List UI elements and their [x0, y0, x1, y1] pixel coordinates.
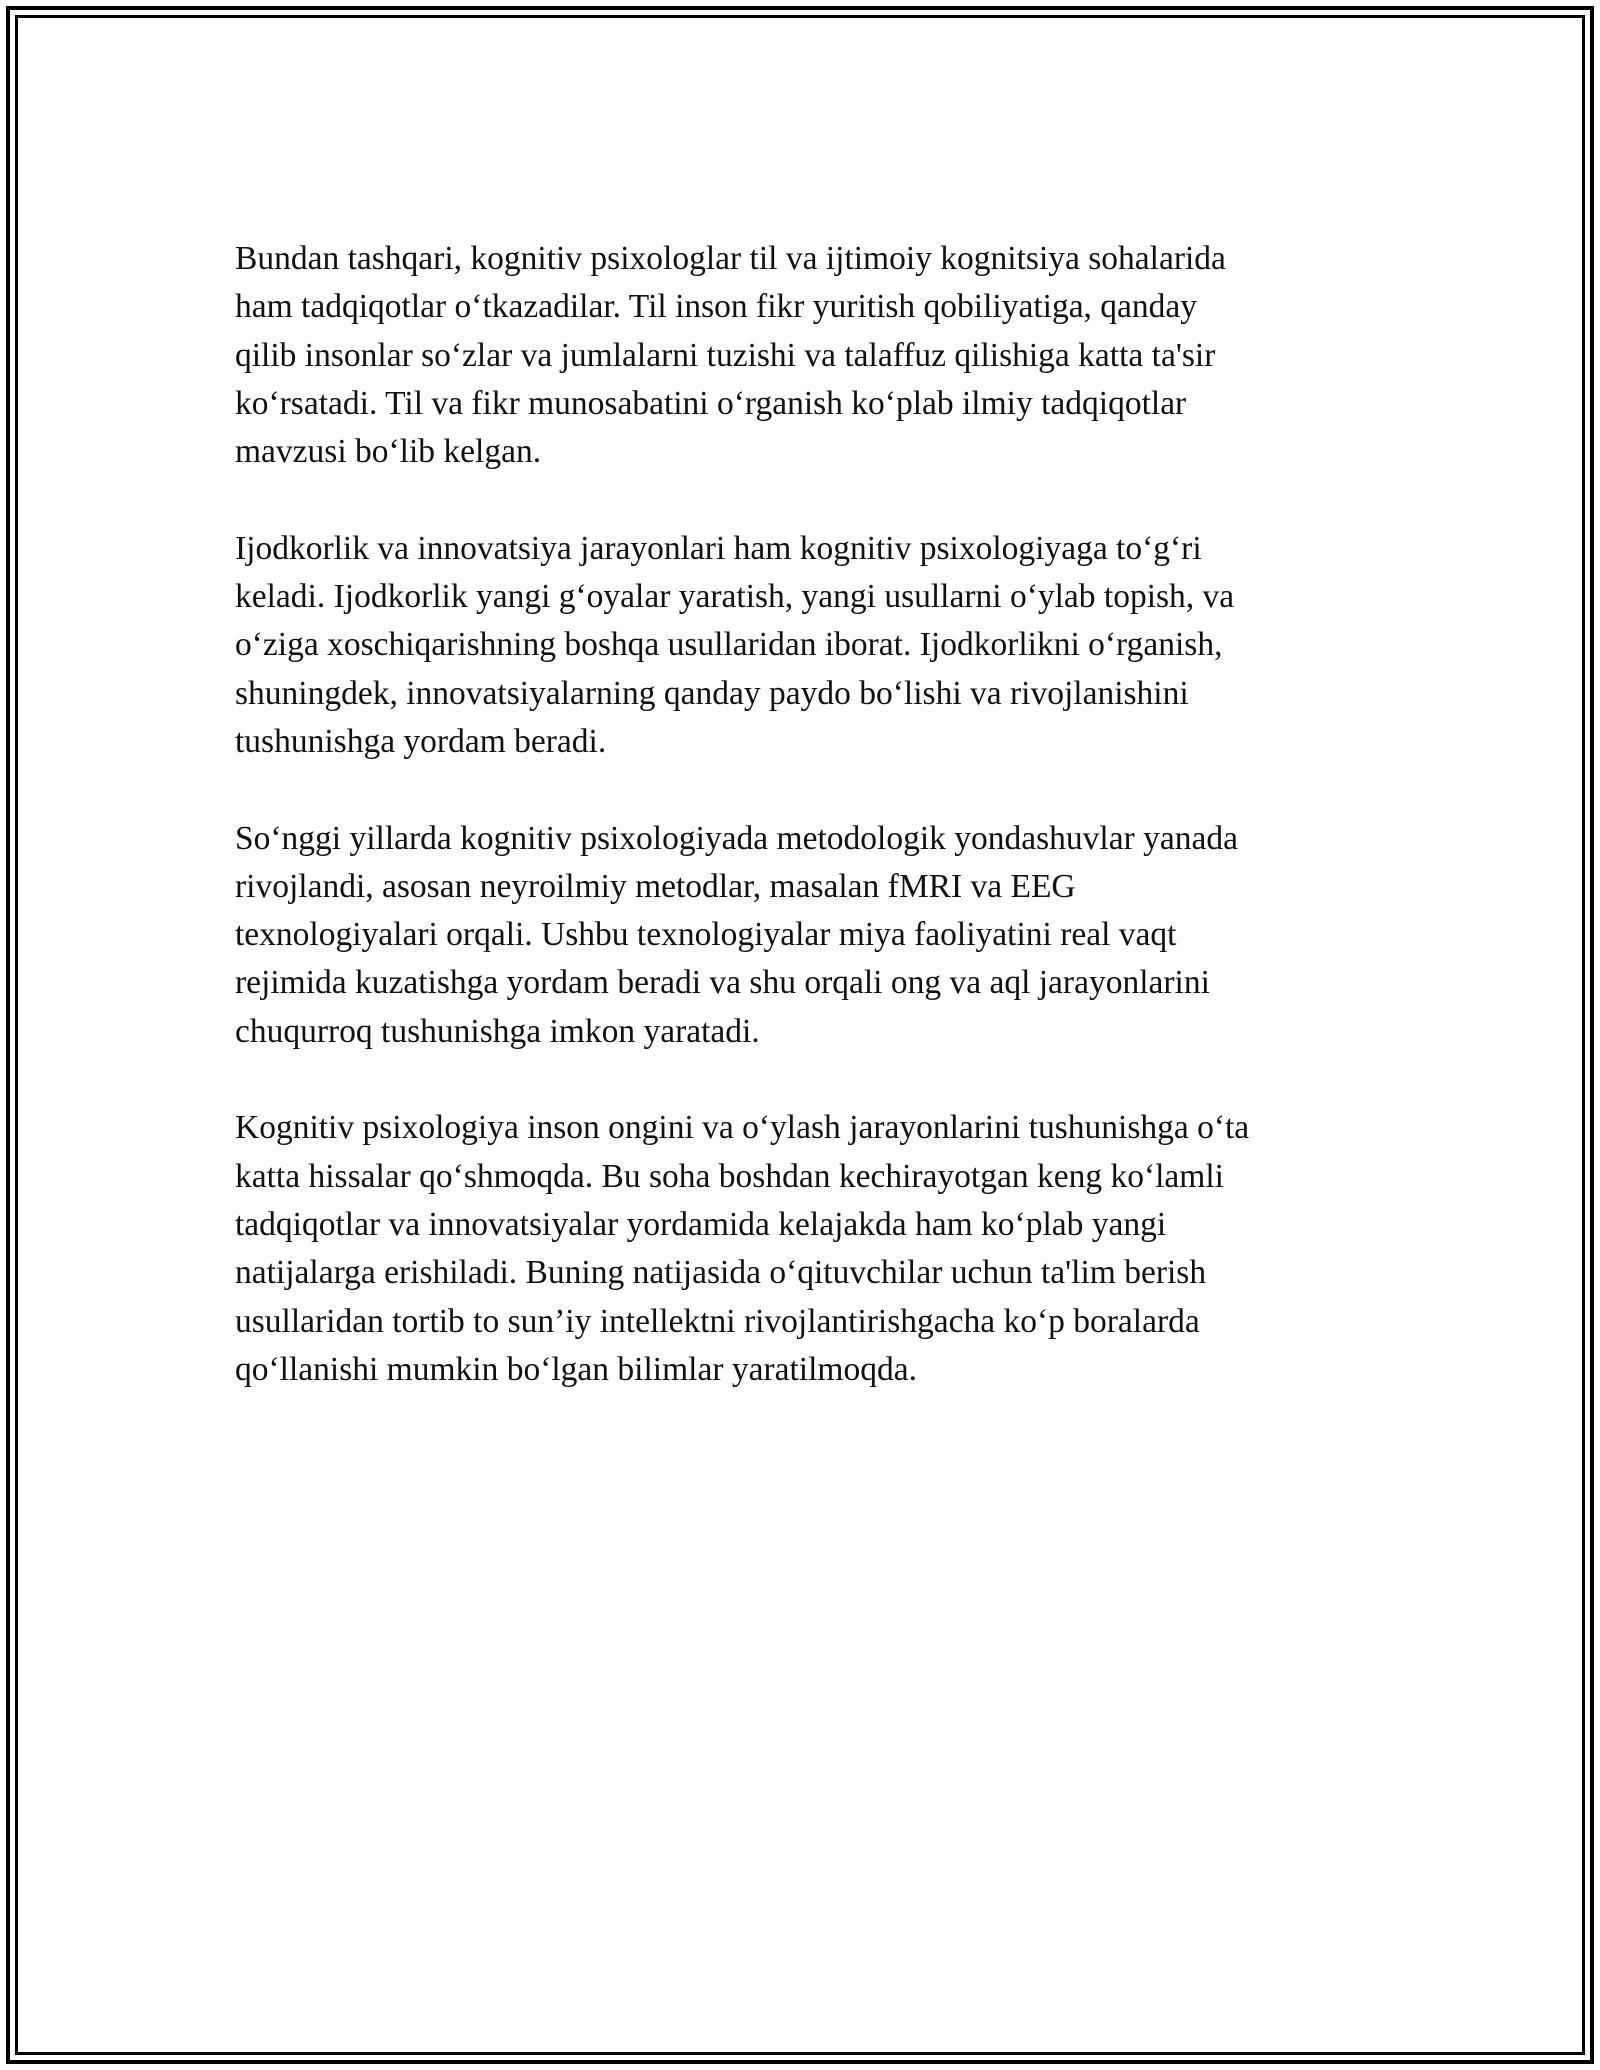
text-line: tadqiqotlar va innovatsiyalar yordamida kelajakda ham ko‘plab yangi	[235, 1205, 1167, 1243]
text-line: Ijodkorlik va innovatsiya jarayonlari ham kognitiv psixologiyaga to‘g‘ri	[235, 529, 1202, 567]
text-line: o‘ziga xoschiqarishning boshqa usullaridan iborat. Ijodkorlikni o‘rganish,	[235, 626, 1223, 664]
text-line: ham tadqiqotlar o‘tkazadilar. Til inson fikr yuritish qobiliyatiga, qanday	[235, 288, 1198, 326]
text-line: chuqurroq tushunishga imkon yaratadi.	[235, 1012, 760, 1050]
document-body	[235, 235, 1365, 1442]
text-line: usullaridan tortib to sun’iy intellektni rivojlantirishgacha ko‘p boralarda	[235, 1302, 1200, 1340]
text-line: qilib insonlar so‘zlar va jumlalarni tuzishi va talaffuz qilishiga katta ta'sir	[235, 336, 1216, 374]
text-line: rejimida kuzatishga yordam beradi va shu orqali ong va aql jarayonlarini	[235, 964, 1210, 1002]
text-line: keladi. Ijodkorlik yangi g‘oyalar yaratish, yangi usullarni o‘ylab topish, va	[235, 578, 1235, 616]
text-line: rivojlandi, asosan neyroilmiy metodlar, masalan fMRI va EEG	[235, 867, 1076, 905]
text-line: texnologiyalari orqali. Ushbu texnologiyalar miya faoliyatini real vaqt	[235, 916, 1177, 954]
text-line: mavzusi bo‘lib kelgan.	[235, 433, 542, 471]
text-line: tushunishga yordam beradi.	[235, 722, 607, 760]
text-line: katta hissalar qo‘shmoqda. Bu soha boshdan kechirayotgan keng ko‘lamli	[235, 1157, 1224, 1195]
paragraph-conclusion	[235, 1104, 1365, 1394]
text-line: ko‘rsatadi. Til va fikr munosabatini o‘rganish ko‘plab ilmiy tadqiqotlar	[235, 384, 1187, 422]
text-line: Kognitiv psixologiya inson ongini va o‘ylash jarayonlarini tushunishga o‘ta	[235, 1109, 1250, 1147]
text-line: qo‘llanishi mumkin bo‘lgan bilimlar yaratilmoqda.	[235, 1350, 917, 1388]
paragraph-methodology	[235, 815, 1365, 1056]
text-line: shuningdek, innovatsiyalarning qanday paydo bo‘lishi va rivojlanishini	[235, 674, 1189, 712]
text-line: natijalarga erishiladi. Buning natijasida o‘qituvchilar uchun ta'lim berish	[235, 1254, 1207, 1292]
paragraph-creativity-innovation	[235, 525, 1365, 766]
text-line: Bundan tashqari, kognitiv psixologlar til va ijtimoiy kognitsiya sohalarida	[235, 240, 1226, 277]
text-line: So‘nggi yillarda kognitiv psixologiyada metodologik yondashuvlar yanada	[235, 819, 1238, 857]
paragraph-language-cognition	[235, 235, 1365, 476]
